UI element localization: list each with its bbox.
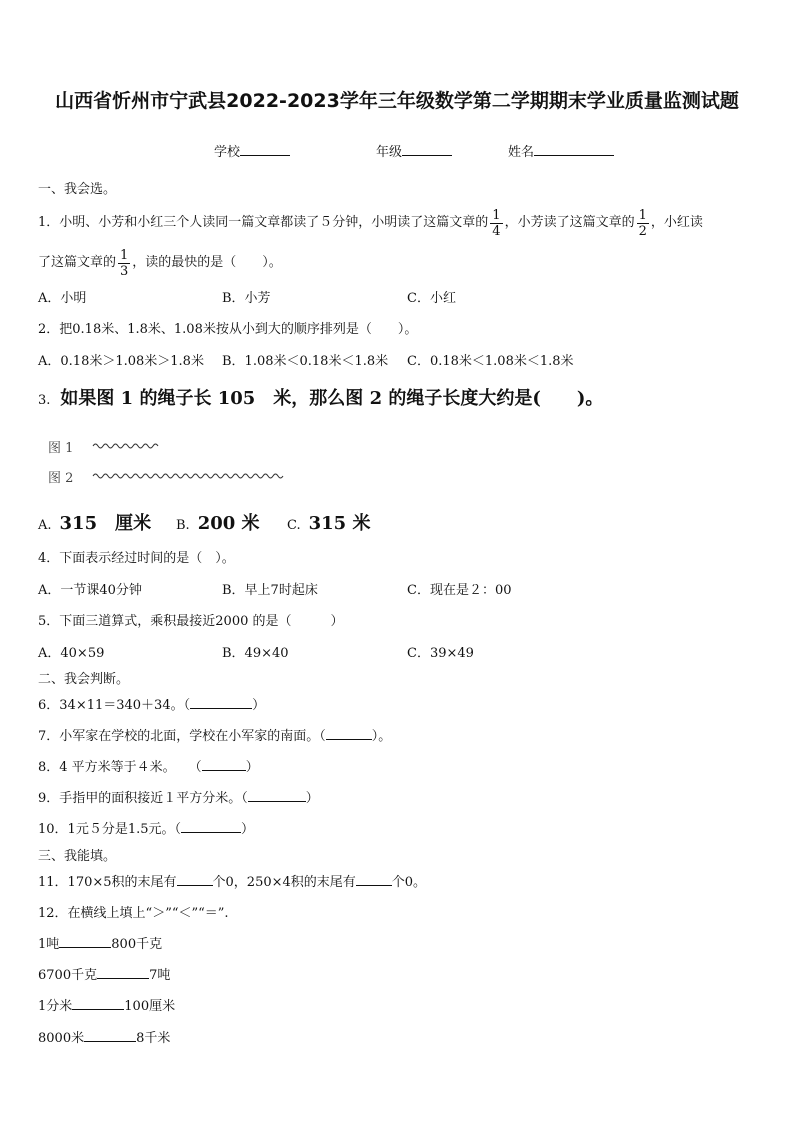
q1-option-a[interactable]: A．小明 — [38, 291, 87, 306]
q12-row-2-left: 6700千克 — [38, 968, 98, 983]
question-12: 12．在横线上填上“＞”“＜”“＝”. — [38, 906, 229, 921]
question-2: 2．把0.18米、1.8米、1.08米按从小到大的顺序排列是（ ）。 — [38, 322, 418, 337]
q7-text: 7．小军家在学校的北面，学校在小军家的南面。（ — [38, 729, 326, 744]
q1-text-line2-part1: 了这篇文章的 — [38, 255, 117, 270]
question-1-line-1 — [38, 206, 703, 240]
school-label: 学校 — [214, 145, 241, 160]
figure-1-label: 图 1 — [48, 441, 74, 456]
section-heading-3: 三、我能填。 — [38, 849, 117, 864]
q1-text-part1: 1．小明、小芳和小红三个人读同一篇文章都读了５分钟，小明读了这篇文章的 — [38, 215, 489, 230]
figure-2-label: 图 2 — [48, 471, 74, 486]
q2-option-a[interactable]: A．0.18米＞1.08米＞1.8米 — [38, 354, 204, 369]
q11-blank-2[interactable] — [356, 885, 392, 886]
name-field[interactable] — [508, 141, 614, 160]
question-3 — [38, 388, 603, 410]
q7-answer-blank[interactable] — [326, 739, 372, 740]
q12-row-3-blank[interactable] — [72, 1009, 124, 1010]
rope-figure-1 — [92, 440, 162, 452]
q1-option-c[interactable]: C．小红 — [407, 291, 456, 306]
question-7 — [38, 729, 391, 745]
section-heading-1: 一、我会选。 — [38, 182, 117, 197]
q1-option-b[interactable]: B．小芳 — [222, 291, 271, 306]
q7-suffix: ）。 — [371, 729, 392, 744]
q12-row-2-blank[interactable] — [97, 978, 149, 979]
q12-row-1-blank[interactable] — [59, 947, 111, 948]
q12-row-4-blank[interactable] — [84, 1041, 136, 1042]
q3-option-a-letter: A. — [38, 518, 52, 533]
q12-row-3-right: 100厘米 — [124, 999, 176, 1014]
q3-option-c[interactable] — [287, 513, 370, 535]
fraction-one-quarter: $\frac{1}{4}$ — [492, 207, 501, 239]
q2-option-b[interactable]: B．1.08米＜0.18米＜1.8米 — [222, 354, 389, 369]
q6-answer-blank[interactable] — [190, 708, 252, 709]
q12-row-2 — [38, 968, 170, 984]
name-label: 姓名 — [508, 145, 535, 160]
q12-row-3-left: 1分米 — [38, 999, 73, 1014]
section-heading-2: 二、我会判断。 — [38, 672, 130, 687]
question-4: 4．下面表示经过时间的是（ ）。 — [38, 551, 235, 566]
q9-suffix: ） — [305, 791, 319, 806]
q3-option-b[interactable] — [176, 513, 260, 535]
name-blank[interactable] — [534, 155, 614, 156]
rope-figure-2 — [92, 470, 286, 482]
q3-number: 3. — [38, 393, 51, 408]
q11-text-part3: 个0。 — [391, 875, 427, 890]
q12-row-4 — [38, 1031, 170, 1047]
q3-option-b-text: 200 米 — [197, 513, 260, 534]
question-11 — [38, 875, 426, 891]
q9-text: 9．手指甲的面积接近１平方分米。（ — [38, 791, 248, 806]
grade-blank[interactable] — [402, 155, 452, 156]
question-10 — [38, 822, 254, 838]
q5-option-b[interactable]: B．49×40 — [222, 646, 289, 661]
q5-option-c[interactable]: C．39×49 — [407, 646, 474, 661]
school-blank[interactable] — [240, 155, 290, 156]
q9-answer-blank[interactable] — [248, 801, 306, 802]
q3-option-a-text: 315 厘米 — [59, 513, 152, 534]
q12-row-1-right: 800千克 — [111, 937, 163, 952]
q11-text-part1: 11．170×5积的末尾有 — [38, 875, 177, 890]
q12-row-1-left: 1吨 — [38, 937, 60, 952]
question-8 — [38, 760, 259, 776]
q12-row-4-left: 8000米 — [38, 1031, 85, 1046]
q4-option-b[interactable]: B．早上7时起床 — [222, 583, 318, 598]
question-5: 5．下面三道算式，乘积最接近2000 的是（ ） — [38, 614, 344, 629]
q12-row-1 — [38, 937, 162, 953]
question-9 — [38, 791, 319, 807]
q10-answer-blank[interactable] — [181, 832, 241, 833]
q5-option-a[interactable]: A．40×59 — [38, 646, 105, 661]
q3-text: 如果图 1 的绳子长 105 米，那么图 2 的绳子长度大约是( )。 — [60, 388, 604, 409]
q1-text-line2-part2: ，读的最快的是（ ）。 — [132, 255, 282, 270]
q12-row-4-right: 8千米 — [136, 1031, 171, 1046]
question-6 — [38, 698, 265, 714]
q4-option-c[interactable]: C．现在是２：00 — [407, 583, 512, 598]
q3-option-c-letter: C. — [287, 518, 301, 533]
q1-text-part2: ，小芳读了这篇文章的 — [504, 215, 635, 230]
q8-answer-blank[interactable] — [202, 770, 246, 771]
q11-blank-1[interactable] — [177, 885, 213, 886]
q12-row-3 — [38, 999, 175, 1015]
q10-text: 10．1元５分是1.5元。（ — [38, 822, 181, 837]
q3-option-a[interactable] — [38, 513, 151, 535]
q3-option-c-text: 315 米 — [308, 513, 371, 534]
q11-text-part2: 个0，250×4积的末尾有 — [212, 875, 356, 890]
q12-row-2-right: 7吨 — [149, 968, 171, 983]
grade-field[interactable] — [376, 141, 452, 160]
q1-text-part3: ，小红读 — [650, 215, 703, 230]
q3-option-b-letter: B. — [176, 518, 190, 533]
grade-label: 年级 — [376, 145, 403, 160]
q10-suffix: ） — [241, 822, 255, 837]
q4-option-a[interactable]: A．一节课40分钟 — [38, 583, 142, 598]
fraction-one-half: $\frac{1}{2}$ — [638, 207, 647, 239]
school-field[interactable] — [214, 141, 290, 160]
question-1-line-2 — [38, 246, 282, 280]
q2-option-c[interactable]: C．0.18米＜1.08米＜1.8米 — [407, 354, 574, 369]
fraction-one-third: $\frac{1}{3}$ — [120, 247, 129, 279]
q6-suffix: ） — [252, 698, 266, 713]
page-title: 山西省忻州市宁武县2022-2023学年三年级数学第二学期期末学业质量监测试题 — [55, 90, 739, 112]
q8-text: 8．4 平方米等于４米。 （ — [38, 760, 202, 775]
q8-suffix: ） — [245, 760, 259, 775]
q6-text: 6．34×11＝340＋34。（ — [38, 698, 191, 713]
